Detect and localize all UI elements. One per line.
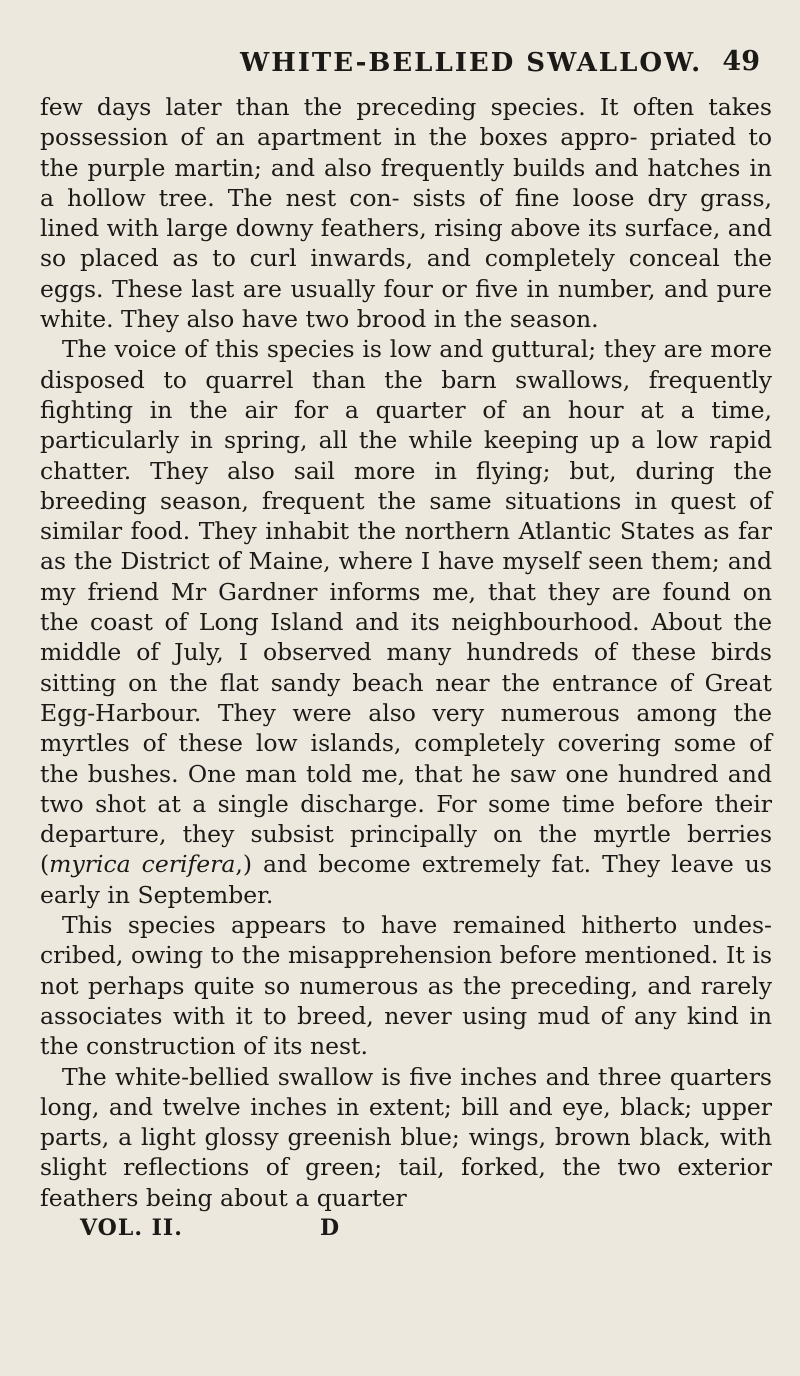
running-head: [40, 40, 772, 92]
signature-mark: D: [320, 1214, 340, 1241]
running-title: WHITE-BELLIED SWALLOW.: [240, 48, 703, 78]
paragraph: few days later than the preceding species. It often takes possession of an apartment in the boxes appro- priated to the purple martin; and also frequently builds and hatches in a hollow tree. The nest con- sists of fine loose dry grass, lined with large downy feathers, rising above its surface, and so placed as to curl inwards, and completely conceal the eggs. These last are usually four or five in number, and pure white. They also have two brood in the season.: [40, 93, 772, 334]
paragraph: The white-bellied swallow is five inches and three quarters long, and twelve inches in extent; bill and eye, black; upper parts, a light glossy greenish blue; wings, brown black, with slight reflections of green; tail, forked, the two exterior feathers being about a quarter: [40, 1062, 772, 1212]
volume-label: VOL. II.: [80, 1214, 183, 1241]
body-text: [40, 92, 772, 1213]
paragraph: This species appears to have remained hitherto undes- cribed, owing to the misapprehension before mentioned. It is not perhaps quite so numerous as the preceding, and rarely associates with it to breed, never using mud of any kind in the construction of its nest.: [40, 911, 772, 1061]
page-footer: [40, 1215, 772, 1247]
page-number: 49: [722, 46, 760, 77]
species-name: myrica cerifera: [49, 850, 236, 879]
paragraph: The voice of this species is low and guttural; they are more disposed to quarrel than the barn swallows, frequently fighting in the air for a quarter of an hour at a time, particularly in spring, all the while keeping up a low rapid chatter. They also sail more in flying; but, during the breeding season, frequent the same situations in quest of similar food. They inhabit the northern Atlantic States as far as the District of Maine, where I have myself seen them; and my friend Mr Gardner informs me, that they are found on the coast of Long Island and its neighbourhood. About the middle of July, I observed many hundreds of these birds sitting on the flat sandy beach near the entrance of Great Egg-Harbour. They were also very numerous among the myrtles of these low islands, completely covering some of the bushes. One man told me, that he saw one hundred and two shot at a single discharge. For some time before their departure, they subsist principally on the myrtle berries (myrica cerifera,) and become extremely fat. They leave us early in September.: [40, 335, 772, 909]
